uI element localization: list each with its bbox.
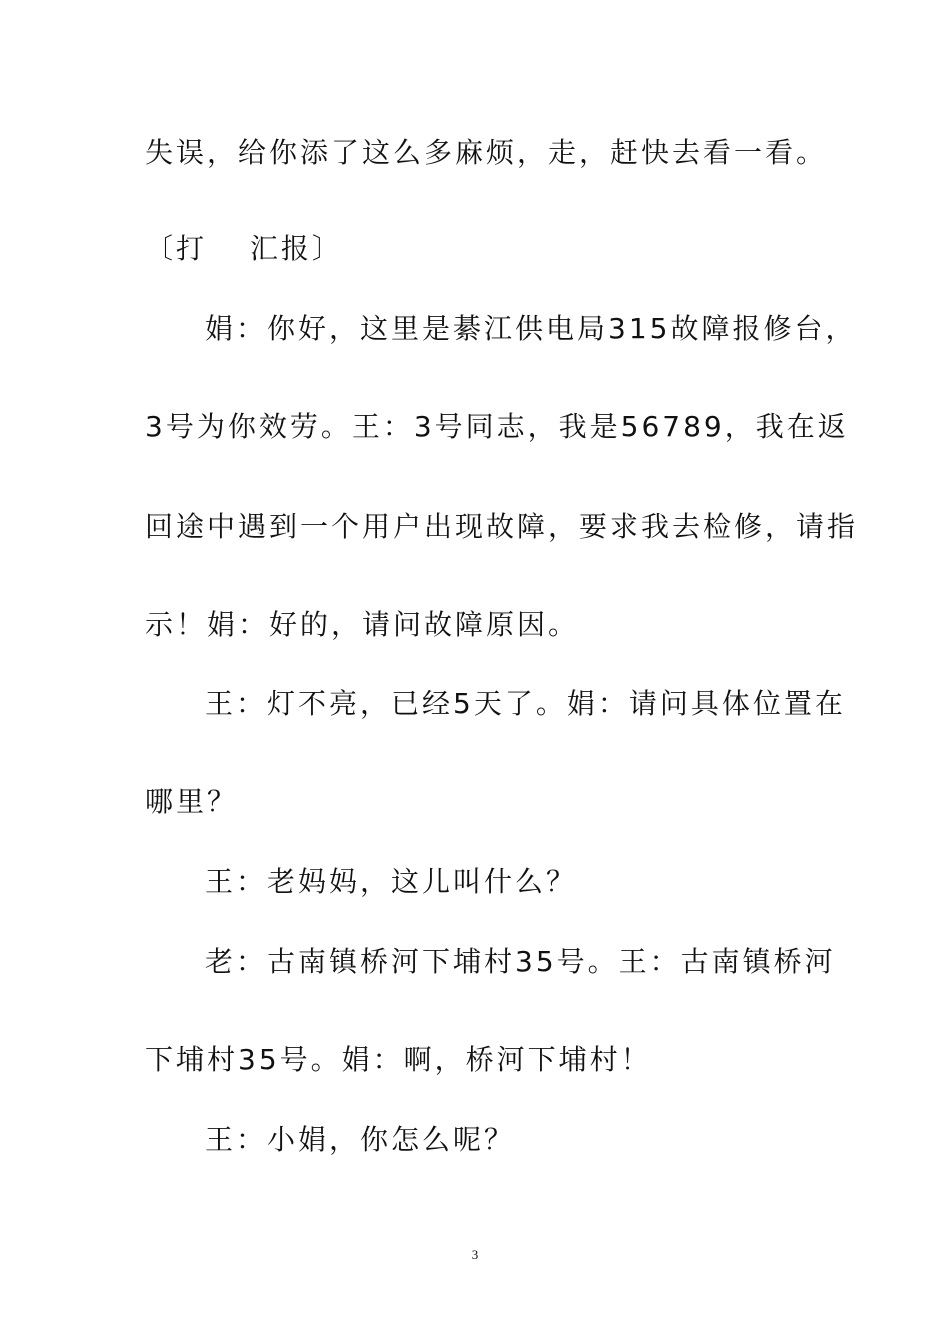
dialogue-line: 老：古南镇桥河下埔村35号。王：古南镇桥河	[205, 945, 836, 978]
text-line: 下埔村35号。娟：啊，桥河下埔村！	[145, 1043, 652, 1076]
dialogue-line: 娟：你好，这里是綦江供电局315故障报修台，	[205, 312, 857, 345]
stage-direction: 〔打 汇报〕	[145, 232, 343, 265]
text-line: 示！娟：好的，请问故障原因。	[145, 608, 580, 641]
text-line: 回途中遇到一个用户出现故障，要求我去检修，请指	[145, 510, 859, 543]
dialogue-line: 王：灯不亮，已经5天了。娟：请问具体位置在	[205, 687, 846, 720]
dialogue-line: 王：老妈妈，这儿叫什么？	[205, 865, 578, 898]
page-number: 3	[471, 1247, 479, 1262]
text-line: 哪里？	[145, 785, 239, 818]
text-line: 失误，给你添了这么多麻烦，走，赶快去看一看。	[145, 136, 828, 169]
dialogue-line: 王：小娟，你怎么呢？	[205, 1123, 516, 1156]
text-line: 3号为你效劳。王：3号同志，我是56789，我在返	[145, 410, 849, 443]
